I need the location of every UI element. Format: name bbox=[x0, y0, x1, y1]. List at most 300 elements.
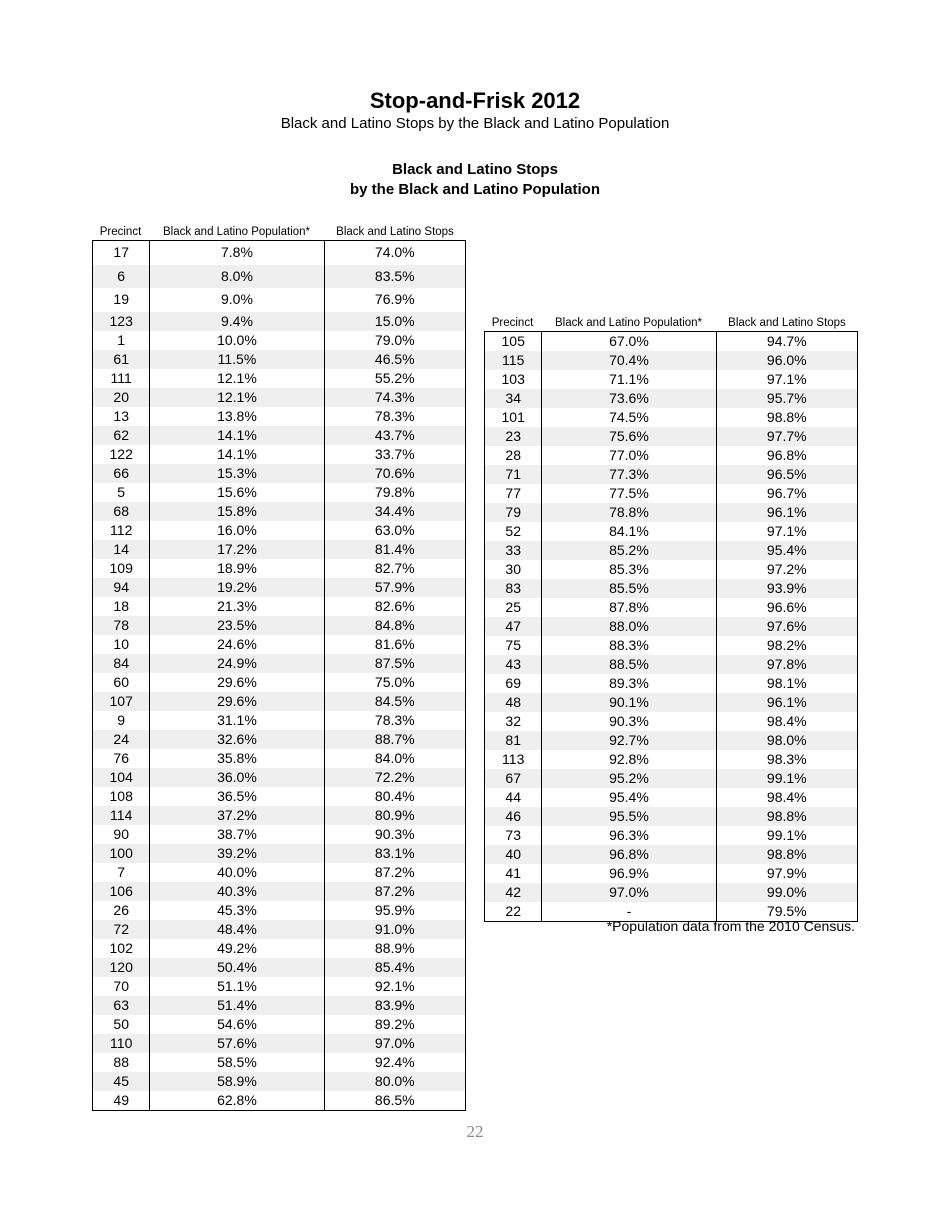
cell-population: 77.0% bbox=[542, 446, 716, 465]
cell-stops: 98.0% bbox=[766, 732, 807, 748]
cell-stops: 96.0% bbox=[766, 352, 807, 368]
cell-stops: 86.5% bbox=[374, 1091, 415, 1108]
table-row bbox=[93, 312, 465, 331]
table-row bbox=[93, 749, 465, 768]
cell-population: 77.5% bbox=[542, 484, 716, 503]
header-stops: Black and Latino Stops bbox=[728, 317, 846, 329]
cell-precinct: 81 bbox=[485, 731, 542, 750]
cell-stops: 79.5% bbox=[766, 903, 807, 919]
cell-precinct: 115 bbox=[485, 351, 542, 370]
cell-stops: 80.9% bbox=[374, 806, 415, 823]
cell-population: 90.1% bbox=[542, 693, 716, 712]
cell-stops: 83.9% bbox=[374, 996, 415, 1013]
cell-stops: 80.0% bbox=[374, 1072, 415, 1089]
cell-stops: 98.1% bbox=[766, 675, 807, 691]
table-row bbox=[485, 636, 857, 655]
cell-population: 48.4% bbox=[150, 920, 324, 939]
cell-precinct: 41 bbox=[485, 864, 542, 883]
cell-population: 70.4% bbox=[542, 351, 716, 370]
cell-population: 62.8% bbox=[150, 1091, 324, 1110]
cell-population: 15.3% bbox=[150, 464, 324, 483]
table-row bbox=[93, 1034, 465, 1053]
header-population: Black and Latino Population* bbox=[162, 226, 311, 238]
table-row bbox=[93, 540, 465, 559]
table-row bbox=[93, 901, 465, 920]
cell-precinct: 78 bbox=[93, 616, 150, 635]
cell-stops: 92.1% bbox=[374, 977, 415, 994]
cell-population: 85.5% bbox=[542, 579, 716, 598]
cell-precinct: 47 bbox=[485, 617, 542, 636]
cell-population: 24.6% bbox=[150, 635, 324, 654]
cell-stops: 82.6% bbox=[374, 597, 415, 614]
cell-population: - bbox=[542, 902, 716, 921]
cell-precinct: 14 bbox=[93, 540, 150, 559]
cell-stops: 83.5% bbox=[374, 267, 415, 284]
header-precinct: Precinct bbox=[491, 317, 534, 329]
table-row bbox=[485, 826, 857, 845]
cell-population: 49.2% bbox=[150, 939, 324, 958]
cell-precinct: 123 bbox=[93, 312, 150, 331]
table-row bbox=[93, 265, 465, 289]
cell-stops: 92.4% bbox=[374, 1053, 415, 1070]
cell-population: 85.3% bbox=[542, 560, 716, 579]
cell-population: 36.5% bbox=[150, 787, 324, 806]
cell-stops: 89.2% bbox=[374, 1015, 415, 1032]
cell-stops: 72.2% bbox=[374, 768, 415, 785]
cell-population: 15.6% bbox=[150, 483, 324, 502]
cell-population: 23.5% bbox=[150, 616, 324, 635]
header-stops: Black and Latino Stops bbox=[336, 226, 454, 238]
table-row bbox=[93, 241, 465, 265]
cell-precinct: 77 bbox=[485, 484, 542, 503]
cell-precinct: 1 bbox=[93, 331, 150, 350]
cell-precinct: 62 bbox=[93, 426, 150, 445]
cell-population: 88.3% bbox=[542, 636, 716, 655]
cell-population: 12.1% bbox=[150, 388, 324, 407]
cell-stops: 70.6% bbox=[374, 464, 415, 481]
page-number: 22 bbox=[466, 1122, 484, 1141]
cell-precinct: 103 bbox=[485, 370, 542, 389]
cell-population: 50.4% bbox=[150, 958, 324, 977]
table-row bbox=[93, 787, 465, 806]
cell-stops: 96.5% bbox=[766, 466, 807, 482]
cell-precinct: 70 bbox=[93, 977, 150, 996]
cell-precinct: 5 bbox=[93, 483, 150, 502]
table-row bbox=[93, 920, 465, 939]
cell-population: 40.0% bbox=[150, 863, 324, 882]
cell-population: 77.3% bbox=[542, 465, 716, 484]
cell-population: 88.5% bbox=[542, 655, 716, 674]
cell-population: 71.1% bbox=[542, 370, 716, 389]
cell-stops: 76.9% bbox=[374, 291, 415, 307]
cell-population: 37.2% bbox=[150, 806, 324, 825]
cell-precinct: 34 bbox=[485, 389, 542, 408]
cell-population: 96.3% bbox=[542, 826, 716, 845]
cell-population: 19.2% bbox=[150, 578, 324, 597]
cell-population: 78.8% bbox=[542, 503, 716, 522]
cell-stops: 87.5% bbox=[374, 654, 415, 671]
cell-precinct: 113 bbox=[485, 750, 542, 769]
cell-precinct: 28 bbox=[485, 446, 542, 465]
cell-precinct: 44 bbox=[485, 788, 542, 807]
cell-stops: 82.7% bbox=[374, 559, 415, 576]
precinct-table-right bbox=[484, 311, 858, 922]
cell-stops: 96.7% bbox=[766, 485, 807, 501]
table-row bbox=[93, 331, 465, 350]
cell-precinct: 60 bbox=[93, 673, 150, 692]
cell-stops: 95.9% bbox=[374, 901, 415, 918]
cell-precinct: 40 bbox=[485, 845, 542, 864]
table-row bbox=[93, 502, 465, 521]
table-row bbox=[93, 844, 465, 863]
cell-stops: 96.1% bbox=[766, 694, 807, 710]
cell-precinct: 94 bbox=[93, 578, 150, 597]
cell-stops: 57.9% bbox=[374, 578, 415, 595]
cell-population: 40.3% bbox=[150, 882, 324, 901]
cell-population: 9.0% bbox=[150, 288, 324, 312]
cell-population: 84.1% bbox=[542, 522, 716, 541]
table-row bbox=[485, 864, 857, 883]
cell-precinct: 111 bbox=[93, 369, 150, 388]
table-row bbox=[93, 597, 465, 616]
cell-precinct: 101 bbox=[485, 408, 542, 427]
table-row bbox=[485, 484, 857, 503]
header-population: Black and Latino Population* bbox=[554, 317, 703, 329]
table-row bbox=[93, 521, 465, 540]
header-precinct: Precinct bbox=[99, 226, 142, 238]
cell-population: 13.8% bbox=[150, 407, 324, 426]
cell-stops: 97.1% bbox=[766, 371, 807, 387]
cell-stops: 85.4% bbox=[374, 958, 415, 975]
cell-precinct: 120 bbox=[93, 958, 150, 977]
table-row bbox=[93, 369, 465, 388]
cell-precinct: 83 bbox=[485, 579, 542, 598]
cell-population: 73.6% bbox=[542, 389, 716, 408]
cell-population: 75.6% bbox=[542, 427, 716, 446]
cell-population: 17.2% bbox=[150, 540, 324, 559]
table-row bbox=[93, 939, 465, 958]
table-row bbox=[93, 958, 465, 977]
table-row bbox=[485, 731, 857, 750]
cell-precinct: 72 bbox=[93, 920, 150, 939]
cell-precinct: 107 bbox=[93, 692, 150, 711]
cell-population: 51.4% bbox=[150, 996, 324, 1015]
cell-precinct: 79 bbox=[485, 503, 542, 522]
table-row bbox=[485, 522, 857, 541]
cell-population: 96.8% bbox=[542, 845, 716, 864]
cell-precinct: 45 bbox=[93, 1072, 150, 1091]
cell-population: 88.0% bbox=[542, 617, 716, 636]
cell-population: 11.5% bbox=[150, 350, 324, 369]
cell-population: 38.7% bbox=[150, 825, 324, 844]
cell-precinct: 25 bbox=[485, 598, 542, 617]
cell-population: 95.5% bbox=[542, 807, 716, 826]
cell-precinct: 49 bbox=[93, 1091, 150, 1110]
cell-stops: 97.9% bbox=[766, 865, 807, 881]
cell-precinct: 24 bbox=[93, 730, 150, 749]
table-row bbox=[485, 655, 857, 674]
table-row bbox=[93, 692, 465, 711]
table-row bbox=[93, 1053, 465, 1072]
table-row bbox=[485, 788, 857, 807]
cell-precinct: 71 bbox=[485, 465, 542, 484]
cell-population: 29.6% bbox=[150, 692, 324, 711]
cell-population: 92.7% bbox=[542, 731, 716, 750]
table-row bbox=[485, 693, 857, 712]
cell-stops: 15.0% bbox=[374, 312, 415, 329]
cell-precinct: 69 bbox=[485, 674, 542, 693]
table-row bbox=[485, 617, 857, 636]
cell-population: 24.9% bbox=[150, 654, 324, 673]
cell-precinct: 102 bbox=[93, 939, 150, 958]
cell-population: 89.3% bbox=[542, 674, 716, 693]
cell-precinct: 20 bbox=[93, 388, 150, 407]
table-row bbox=[93, 654, 465, 673]
cell-precinct: 73 bbox=[485, 826, 542, 845]
cell-precinct: 67 bbox=[485, 769, 542, 788]
cell-stops: 95.7% bbox=[766, 390, 807, 406]
cell-population: 95.2% bbox=[542, 769, 716, 788]
cell-precinct: 30 bbox=[485, 560, 542, 579]
section-title bbox=[0, 160, 950, 200]
cell-population: 39.2% bbox=[150, 844, 324, 863]
cell-precinct: 6 bbox=[93, 265, 150, 289]
cell-precinct: 17 bbox=[93, 241, 150, 265]
cell-population: 96.9% bbox=[542, 864, 716, 883]
table-row bbox=[93, 388, 465, 407]
table-row bbox=[93, 996, 465, 1015]
cell-precinct: 66 bbox=[93, 464, 150, 483]
cell-population: 87.8% bbox=[542, 598, 716, 617]
table-row bbox=[485, 370, 857, 389]
cell-precinct: 9 bbox=[93, 711, 150, 730]
table-row bbox=[93, 863, 465, 882]
table-row bbox=[485, 769, 857, 788]
table-row bbox=[485, 351, 857, 370]
cell-stops: 80.4% bbox=[374, 787, 415, 804]
cell-population: 58.5% bbox=[150, 1053, 324, 1072]
cell-stops: 93.9% bbox=[766, 580, 807, 596]
cell-population: 58.9% bbox=[150, 1072, 324, 1091]
table-row bbox=[93, 768, 465, 787]
cell-precinct: 100 bbox=[93, 844, 150, 863]
cell-stops: 97.6% bbox=[766, 618, 807, 634]
cell-stops: 55.2% bbox=[374, 369, 415, 386]
cell-stops: 74.0% bbox=[374, 244, 415, 260]
cell-precinct: 105 bbox=[485, 332, 542, 351]
cell-stops: 83.1% bbox=[374, 844, 415, 861]
section-title-line-1: Black and Latino Stops bbox=[392, 161, 558, 178]
cell-precinct: 104 bbox=[93, 768, 150, 787]
table-row bbox=[93, 464, 465, 483]
table-row bbox=[485, 750, 857, 769]
table-row bbox=[93, 426, 465, 445]
cell-stops: 87.2% bbox=[374, 863, 415, 880]
table-row bbox=[93, 616, 465, 635]
table-row bbox=[485, 446, 857, 465]
table-row bbox=[485, 598, 857, 617]
table-row bbox=[93, 825, 465, 844]
cell-stops: 98.8% bbox=[766, 808, 807, 824]
cell-precinct: 88 bbox=[93, 1053, 150, 1072]
cell-stops: 81.6% bbox=[374, 635, 415, 652]
cell-population: 95.4% bbox=[542, 788, 716, 807]
table-row bbox=[485, 427, 857, 446]
cell-stops: 99.1% bbox=[766, 827, 807, 843]
cell-precinct: 33 bbox=[485, 541, 542, 560]
cell-precinct: 106 bbox=[93, 882, 150, 901]
cell-population: 85.2% bbox=[542, 541, 716, 560]
cell-stops: 90.3% bbox=[374, 825, 415, 842]
table-row bbox=[93, 1015, 465, 1034]
cell-precinct: 18 bbox=[93, 597, 150, 616]
cell-population: 57.6% bbox=[150, 1034, 324, 1053]
cell-precinct: 50 bbox=[93, 1015, 150, 1034]
cell-population: 14.1% bbox=[150, 445, 324, 464]
cell-precinct: 109 bbox=[93, 559, 150, 578]
cell-population: 7.8% bbox=[150, 241, 324, 265]
table-row bbox=[485, 807, 857, 826]
cell-precinct: 26 bbox=[93, 901, 150, 920]
cell-precinct: 110 bbox=[93, 1034, 150, 1053]
table-row bbox=[485, 408, 857, 427]
cell-population: 97.0% bbox=[542, 883, 716, 902]
table-row bbox=[485, 712, 857, 731]
cell-precinct: 43 bbox=[485, 655, 542, 674]
cell-precinct: 68 bbox=[93, 502, 150, 521]
table-row bbox=[485, 465, 857, 484]
table-row bbox=[93, 635, 465, 654]
cell-population: 16.0% bbox=[150, 521, 324, 540]
table-row bbox=[93, 1091, 465, 1110]
document-subtitle: Black and Latino Stops by the Black and Latino Population bbox=[280, 115, 670, 132]
cell-stops: 46.5% bbox=[374, 350, 415, 367]
cell-precinct: 90 bbox=[93, 825, 150, 844]
cell-stops: 98.4% bbox=[766, 789, 807, 805]
cell-population: 51.1% bbox=[150, 977, 324, 996]
cell-stops: 43.7% bbox=[374, 426, 415, 443]
cell-population: 67.0% bbox=[542, 332, 716, 351]
cell-stops: 98.8% bbox=[766, 409, 807, 425]
cell-population: 74.5% bbox=[542, 408, 716, 427]
cell-stops: 88.9% bbox=[374, 939, 415, 956]
cell-stops: 98.3% bbox=[766, 751, 807, 767]
cell-stops: 94.7% bbox=[766, 333, 807, 349]
table-row bbox=[93, 711, 465, 730]
table-body bbox=[484, 331, 858, 922]
cell-population: 54.6% bbox=[150, 1015, 324, 1034]
cell-stops: 84.0% bbox=[374, 749, 415, 766]
table-row bbox=[93, 350, 465, 369]
cell-precinct: 46 bbox=[485, 807, 542, 826]
cell-stops: 99.1% bbox=[766, 770, 807, 786]
cell-precinct: 61 bbox=[93, 350, 150, 369]
cell-population: 45.3% bbox=[150, 901, 324, 920]
cell-population: 12.1% bbox=[150, 369, 324, 388]
cell-stops: 97.0% bbox=[374, 1034, 415, 1051]
cell-precinct: 52 bbox=[485, 522, 542, 541]
table-row bbox=[485, 845, 857, 864]
cell-population: 9.4% bbox=[150, 312, 324, 331]
cell-stops: 88.7% bbox=[374, 730, 415, 747]
table-row bbox=[93, 977, 465, 996]
footnote: *Population data from the 2010 Census. bbox=[606, 918, 855, 934]
cell-stops: 97.2% bbox=[766, 561, 807, 577]
cell-stops: 98.8% bbox=[766, 846, 807, 862]
table-header bbox=[484, 311, 858, 331]
cell-stops: 97.7% bbox=[766, 428, 807, 444]
cell-stops: 98.4% bbox=[766, 713, 807, 729]
cell-precinct: 13 bbox=[93, 407, 150, 426]
table-row bbox=[485, 332, 857, 351]
cell-population: 35.8% bbox=[150, 749, 324, 768]
table-row bbox=[93, 559, 465, 578]
cell-stops: 84.5% bbox=[374, 692, 415, 709]
cell-stops: 78.3% bbox=[374, 711, 415, 728]
cell-stops: 74.3% bbox=[374, 388, 415, 405]
cell-stops: 84.8% bbox=[374, 616, 415, 633]
cell-population: 8.0% bbox=[150, 265, 324, 289]
precinct-table-left bbox=[92, 220, 466, 1111]
table-row bbox=[93, 578, 465, 597]
cell-precinct: 10 bbox=[93, 635, 150, 654]
table-row bbox=[93, 730, 465, 749]
cell-stops: 75.0% bbox=[374, 673, 415, 690]
cell-precinct: 23 bbox=[485, 427, 542, 446]
cell-stops: 81.4% bbox=[374, 540, 415, 557]
cell-stops: 87.2% bbox=[374, 882, 415, 899]
table-header bbox=[92, 220, 466, 240]
table-row bbox=[485, 579, 857, 598]
cell-stops: 96.8% bbox=[766, 447, 807, 463]
cell-stops: 98.2% bbox=[766, 637, 807, 653]
cell-population: 92.8% bbox=[542, 750, 716, 769]
cell-stops: 63.0% bbox=[374, 521, 415, 538]
cell-stops: 97.8% bbox=[766, 656, 807, 672]
cell-precinct: 19 bbox=[93, 288, 150, 312]
table-row bbox=[93, 288, 465, 312]
cell-precinct: 84 bbox=[93, 654, 150, 673]
table-row bbox=[485, 674, 857, 693]
cell-stops: 91.0% bbox=[374, 920, 415, 937]
table-row bbox=[485, 503, 857, 522]
cell-population: 10.0% bbox=[150, 331, 324, 350]
document-title: Stop-and-Frisk 2012 bbox=[369, 88, 581, 113]
cell-precinct: 114 bbox=[93, 806, 150, 825]
table-row bbox=[93, 882, 465, 901]
table-row bbox=[93, 806, 465, 825]
cell-stops: 34.4% bbox=[374, 502, 415, 519]
table-body bbox=[92, 240, 466, 1111]
table-row bbox=[93, 407, 465, 426]
cell-population: 32.6% bbox=[150, 730, 324, 749]
cell-precinct: 7 bbox=[93, 863, 150, 882]
cell-population: 18.9% bbox=[150, 559, 324, 578]
table-row bbox=[93, 1072, 465, 1091]
cell-stops: 78.3% bbox=[374, 407, 415, 424]
cell-precinct: 75 bbox=[485, 636, 542, 655]
cell-precinct: 63 bbox=[93, 996, 150, 1015]
cell-population: 15.8% bbox=[150, 502, 324, 521]
cell-population: 90.3% bbox=[542, 712, 716, 731]
cell-precinct: 122 bbox=[93, 445, 150, 464]
cell-stops: 96.1% bbox=[766, 504, 807, 520]
cell-precinct: 76 bbox=[93, 749, 150, 768]
table-row bbox=[93, 445, 465, 464]
cell-precinct: 112 bbox=[93, 521, 150, 540]
cell-population: 14.1% bbox=[150, 426, 324, 445]
cell-stops: 79.0% bbox=[374, 331, 415, 348]
